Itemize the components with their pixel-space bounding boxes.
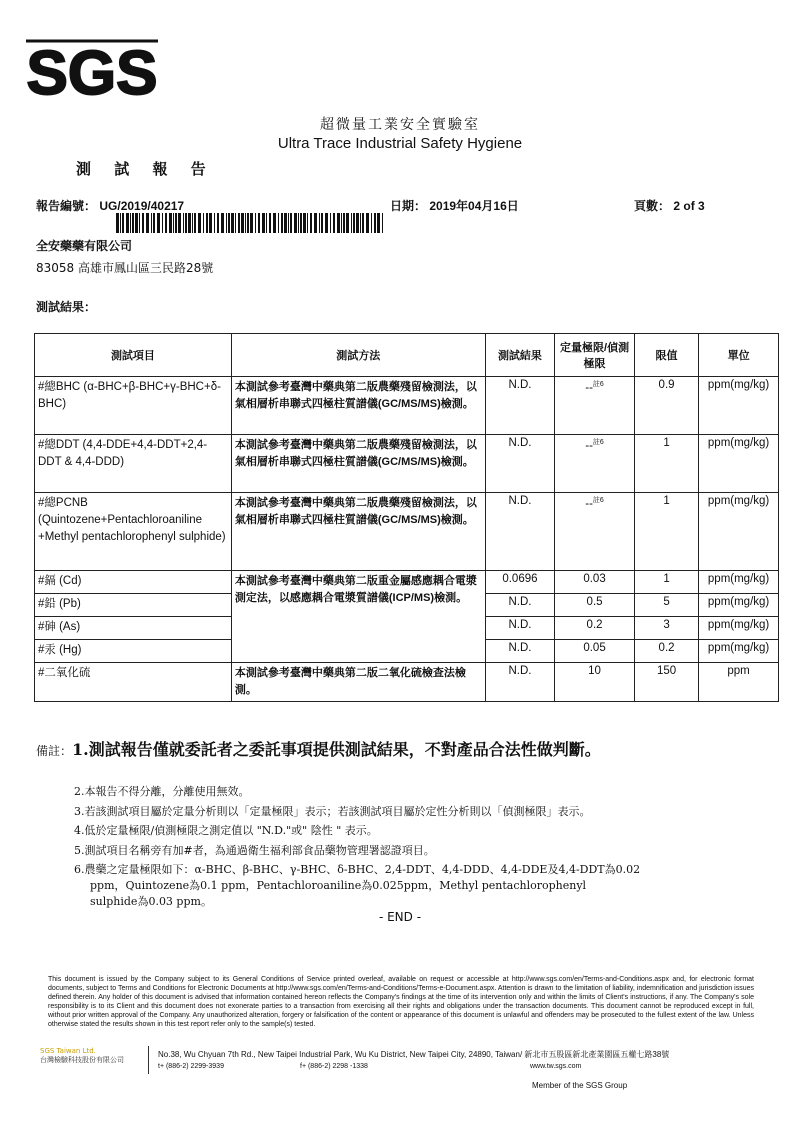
note-ref: 註6 — [592, 439, 604, 446]
unit-cell: ppm(mg/kg) — [699, 493, 779, 571]
header-limit: 限值 — [634, 334, 698, 377]
legal-disclaimer: This document is issued by the Company subject to its General Conditions of Service printed overleaf, available on request or accessible at http://www.sgs.com/en/Terms-and-Conditions.aspx and, for electronic format documents, subject to Terms and Conditions for Electronic Documents at http://www.sgs.com/en/Terms-and-Conditions/Terms-e-Document.aspx. Attention is drawn to the limitation of liability, indemnification and jurisdiction issues defined therein. Any holder of this document is advised that information contained hereon reflects the Company's findings at the time of its intervention only and within the limits of Client's instructions, if any. The Company's sole responsibility is to its Client and this document does not exonerate parties to a transaction from exercising all their rights and obligations under the transaction documents. This document cannot be reproduced except in full, without prior written approval of the Company. Any unauthorized alteration, forgery or falsification of the content or appearance of this document is unlawful and offenders may be prosecuted to the fullest extent of the law. Unless otherwise stated the results shown in this test report refer only to the sample(s) tested. — [48, 976, 754, 1028]
footer-phone: t+ (886-2) 2299-3939 — [158, 1063, 224, 1070]
loq-value: -- — [585, 381, 593, 394]
footer-company-cn: 台灣檢驗科技股份有限公司 — [40, 1056, 124, 1064]
header-result: 測試結果 — [485, 334, 554, 377]
limit-cell: 1 — [634, 435, 698, 493]
header-unit: 單位 — [699, 334, 779, 377]
method-cell: 本測試參考臺灣中藥典第二版二氧化硫檢查法檢測。 — [231, 663, 485, 702]
item-cell: #二氧化硫 — [35, 663, 232, 702]
loq-cell: 0.2 — [555, 617, 635, 640]
result-cell: N.D. — [485, 435, 554, 493]
loq-value: -- — [585, 439, 593, 452]
footer-divider — [148, 1046, 149, 1074]
page-label: 頁數： — [634, 199, 671, 213]
loq-value: -- — [585, 497, 593, 510]
item-cell: #汞 (Hg) — [35, 640, 232, 663]
limit-cell: 5 — [634, 594, 698, 617]
item-cell: #總DDT (4,4-DDE+4,4-DDT+2,4-DDT & 4,4-DDD) — [35, 435, 232, 493]
result-cell: N.D. — [485, 640, 554, 663]
result-cell: N.D. — [485, 663, 554, 702]
limit-cell: 3 — [634, 617, 698, 640]
item-cell: #鉛 (Pb) — [35, 594, 232, 617]
notes-label: 備註： — [36, 744, 73, 758]
report-number — [36, 197, 184, 214]
note-1: 1.測試報告僅就委託者之委託事項提供測試結果，不對產品合法性做判斷。 — [72, 740, 601, 759]
unit-cell: ppm — [699, 663, 779, 702]
result-cell: N.D. — [485, 594, 554, 617]
table-header-row — [35, 334, 779, 377]
report-number-label: 報告編號： — [36, 199, 97, 213]
unit-cell: ppm(mg/kg) — [699, 377, 779, 435]
loq-cell: 0.05 — [555, 640, 635, 663]
end-marker: - END - — [378, 910, 422, 924]
table-row — [35, 571, 779, 594]
page-indicator — [634, 197, 705, 214]
result-cell: 0.0696 — [485, 571, 554, 594]
table-row — [35, 493, 779, 571]
unit-cell: ppm(mg/kg) — [699, 640, 779, 663]
note-5: 5.測試項目名稱旁有加#者，為通過衛生福利部食品藥物管理署認證項目。 — [74, 844, 435, 857]
result-cell: N.D. — [485, 377, 554, 435]
limit-cell: 1 — [634, 493, 698, 571]
loq-cell — [555, 493, 635, 571]
company-address: 83058 高雄市鳳山區三民路28號 — [36, 261, 214, 275]
item-cell: #總PCNB (Quintozene+Pentachloroaniline +Methyl pentachlorophenyl sulphide) — [35, 493, 232, 571]
result-cell: N.D. — [485, 493, 554, 571]
page-value: 2 of 3 — [673, 199, 705, 213]
table-row — [35, 435, 779, 493]
footer-website: www.tw.sgs.com — [530, 1063, 582, 1070]
method-cell: 本測試參考臺灣中藥典第二版農藥殘留檢測法，以氣相層析串聯式四極柱質譜儀(GC/MS/MS)檢測。 — [231, 493, 485, 571]
note-ref: 註6 — [592, 381, 604, 388]
footer-company-en: SGS Taiwan Ltd. — [40, 1047, 96, 1055]
header-loq: 定量極限/偵測極限 — [555, 334, 635, 377]
barcode — [116, 213, 386, 233]
lab-name-cn: 超微量工業安全實驗室 — [320, 117, 480, 133]
footer-address: No.38, Wu Chyuan 7th Rd., New Taipei Industrial Park, Wu Ku District, New Taipei City, 24890, Taiwan/ 新北市五股區新北產業園區五權七路38號 — [158, 1050, 670, 1059]
method-cell: 本測試參考臺灣中藥典第二版重金屬感應耦合電漿測定法，以感應耦合電漿質譜儀(ICP/MS)檢測。 — [231, 571, 485, 663]
header-item: 測試項目 — [35, 334, 232, 377]
note-6-line-1: 6.農藥之定量極限如下：α-BHC、β-BHC、γ-BHC、δ-BHC、2,4-DDT、4,4-DDD、4,4-DDE及4,4-DDT為0.02 — [74, 863, 641, 876]
report-date-value: 2019年04月16日 — [429, 199, 519, 213]
method-cell: 本測試參考臺灣中藥典第二版農藥殘留檢測法，以氣相層析串聯式四極柱質譜儀(GC/MS/MS)檢測。 — [231, 377, 485, 435]
report-date — [390, 197, 519, 214]
note-4: 4.低於定量極限/偵測極限之測定值以 "N.D."或" 陰性 " 表示。 — [74, 824, 378, 837]
item-cell: #鎘 (Cd) — [35, 571, 232, 594]
table-row — [35, 377, 779, 435]
result-cell: N.D. — [485, 617, 554, 640]
note-6-line-2: ppm，Quintozene為0.1 ppm，Pentachloroaniline為0.025ppm，Methyl pentachlorophenyl — [90, 879, 587, 892]
loq-cell: 0.03 — [555, 571, 635, 594]
report-number-value: UG/2019/40217 — [99, 199, 185, 213]
footer-fax: f+ (886-2) 2298 -1338 — [300, 1063, 368, 1070]
lab-name-en: Ultra Trace Industrial Safety Hygiene — [277, 135, 523, 152]
limit-cell: 1 — [634, 571, 698, 594]
table-row — [35, 663, 779, 702]
note-6-line-3: sulphide為0.03 ppm。 — [90, 895, 212, 908]
item-cell: #砷 (As) — [35, 617, 232, 640]
sgs-logo — [26, 38, 158, 104]
limit-cell: 0.2 — [634, 640, 698, 663]
note-2: 2.本報告不得分離，分離使用無效。 — [74, 785, 250, 798]
loq-cell: 10 — [555, 663, 635, 702]
company-name: 全安藥藥有限公司 — [36, 239, 133, 253]
loq-cell: 0.5 — [555, 594, 635, 617]
unit-cell: ppm(mg/kg) — [699, 571, 779, 594]
unit-cell: ppm(mg/kg) — [699, 617, 779, 640]
footer-company — [40, 1047, 140, 1065]
item-cell: #總BHC (α-BHC+β-BHC+γ-BHC+δ-BHC) — [35, 377, 232, 435]
unit-cell: ppm(mg/kg) — [699, 435, 779, 493]
unit-cell: ppm(mg/kg) — [699, 594, 779, 617]
report-date-label: 日期： — [390, 199, 427, 213]
limit-cell: 0.9 — [634, 377, 698, 435]
method-cell: 本測試參考臺灣中藥典第二版農藥殘留檢測法，以氣相層析串聯式四極柱質譜儀(GC/MS/MS)檢測。 — [231, 435, 485, 493]
note-3: 3.若該測試項目屬於定量分析則以「定量極限」表示；若該測試項目屬於定性分析則以「偵測極限」表示。 — [74, 805, 591, 818]
notes-section — [36, 737, 776, 760]
limit-cell: 150 — [634, 663, 698, 702]
header-method: 測試方法 — [231, 334, 485, 377]
results-table — [34, 333, 779, 702]
loq-cell — [555, 435, 635, 493]
report-title: 測 試 報 告 — [76, 160, 215, 178]
footer-member: Member of the SGS Group — [532, 1081, 628, 1090]
note-ref: 註6 — [592, 497, 604, 504]
loq-cell — [555, 377, 635, 435]
sgs-logo-text: SGS — [26, 39, 158, 104]
results-label: 測試結果： — [36, 300, 97, 314]
